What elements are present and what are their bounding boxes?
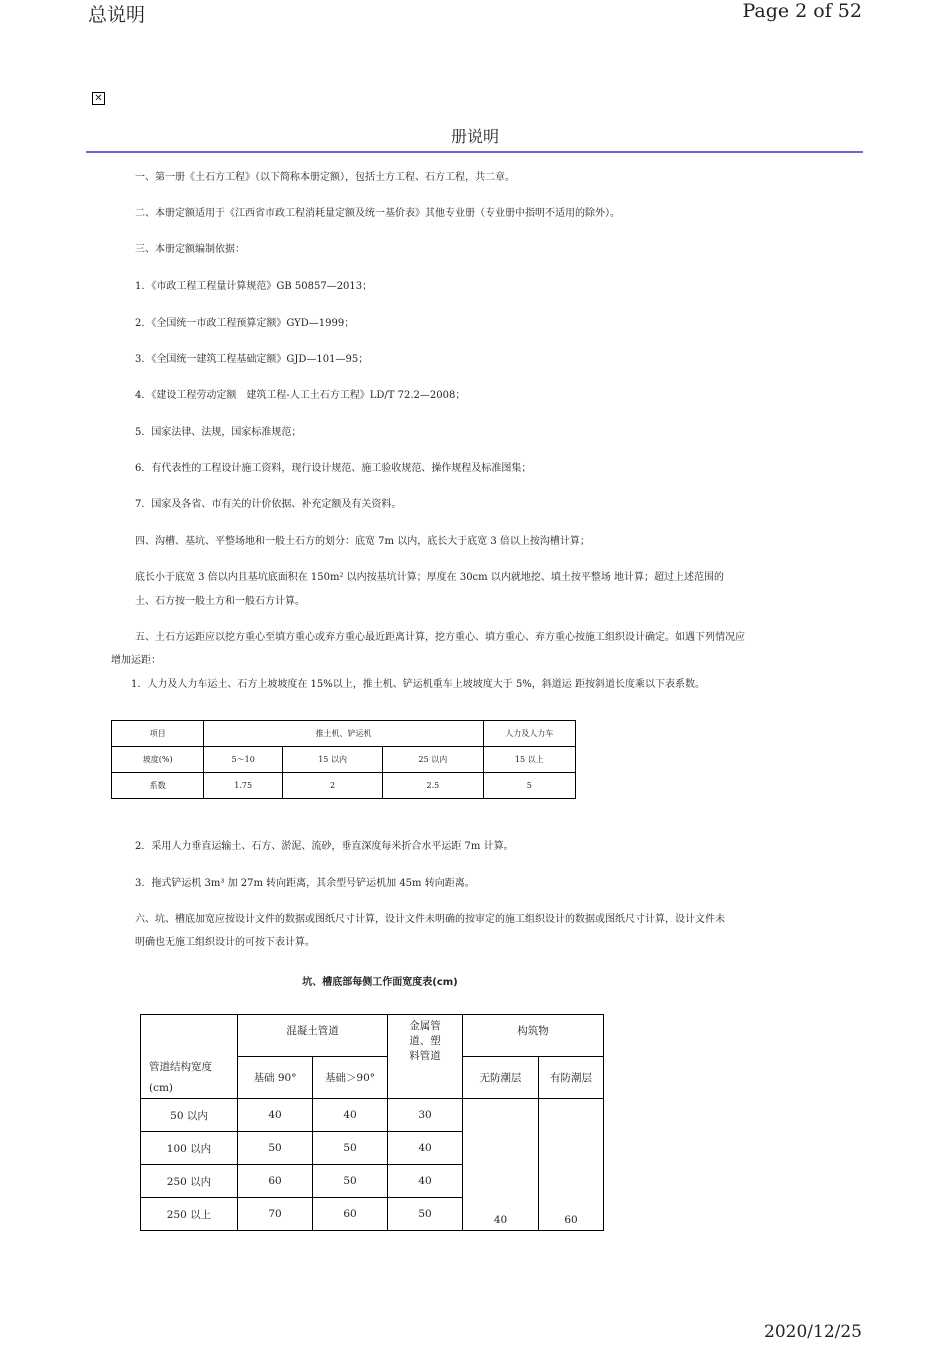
table-cell: 15 以上 <box>483 747 575 773</box>
table-header-cell: 项目 <box>112 721 204 747</box>
slope-coefficient-table <box>111 720 576 799</box>
table-cell: 60 <box>238 1165 313 1198</box>
table-cell: 15 以内 <box>282 747 382 773</box>
header-text: 管道结构宽度 <box>149 1061 212 1073</box>
paragraph: 底长小于底宽 3 倍以内且基坑底面积在 150m² 以内按基坑计算；厚度在 30cm 以内就地挖、填土按平整场 地计算；超过上述范围的 <box>135 572 724 583</box>
table-cell: 70 <box>238 1198 313 1231</box>
table-header-cell <box>141 1015 238 1099</box>
table-cell: 5～10 <box>204 747 283 773</box>
footer-date: 2020/12/25 <box>764 1322 862 1342</box>
table-cell: 40 <box>238 1099 313 1132</box>
table-cell: 100 以内 <box>141 1132 238 1165</box>
list-item: 4．《建设工程劳动定额 建筑工程-人工土石方工程》LD/T 72.2—2008； <box>135 390 466 401</box>
list-item: 5．国家法律、法规，国家标准规范； <box>135 427 302 438</box>
paragraph: 二、本册定额适用于《江西省市政工程消耗量定额及统一基价表》其他专业册（专业册中指明不适用的除外）。 <box>135 208 620 219</box>
table-cell: 250 以内 <box>141 1165 238 1198</box>
paragraph: 四、沟槽、基坑、平整场地和一般土石方的划分：底宽 7m 以内，底长大于底宽 3 倍以上按沟槽计算； <box>135 536 590 547</box>
table-header-cell: 混凝土管道 <box>238 1015 388 1057</box>
paragraph: 三、本册定额编制依据： <box>135 244 245 255</box>
table-header-cell: 推土机、铲运机 <box>204 721 483 747</box>
table-caption: 坑、槽底部每侧工作面宽度表(cm) <box>302 977 458 988</box>
paragraph: 土、石方按一般土方和一般石方计算。 <box>135 596 305 607</box>
page-title: 册说明 <box>450 127 499 146</box>
table-cell: 40 <box>313 1099 388 1132</box>
header-page-number: Page 2 of 52 <box>742 0 862 22</box>
table-cell: 50 <box>313 1165 388 1198</box>
work-width-table <box>140 1014 604 1231</box>
table-header-cell: 人力及人力车 <box>483 721 575 747</box>
list-item: 7．国家及各省、市有关的计价依据、补充定额及有关资料。 <box>135 499 402 510</box>
paragraph: 明确也无施工组织设计的可按下表计算。 <box>135 937 315 948</box>
header-unit: (cm) <box>149 1082 174 1094</box>
table-cell: 2 <box>282 773 382 799</box>
table-cell: 50 <box>238 1132 313 1165</box>
list-item: 1．人力及人力车运土、石方上坡坡度在 15%以上，推土机、铲运机重车上坡坡度大于 5%，斜道运 距按斜道长度乘以下表系数。 <box>131 679 705 690</box>
table-cell: 坡度(%) <box>112 747 204 773</box>
list-item: 6．有代表性的工程设计施工资料，现行设计规范、施工验收规范、操作规程及标准图集； <box>135 463 532 474</box>
header-text: 金属管道、塑料管道 <box>409 1020 441 1062</box>
paragraph: 五、土石方运距应以挖方重心至填方重心或弃方重心最近距离计算，挖方重心、填方重心、弃方重心按施工组织设计确定。如遇下列情况应 <box>135 632 745 643</box>
table-cell: 50 <box>313 1132 388 1165</box>
table-cell: 25 以内 <box>383 747 483 773</box>
table-cell: 2.5 <box>383 773 483 799</box>
list-item: 2．采用人力垂直运输土、石方、淤泥、流砂，垂直深度每米折合水平运距 7m 计算。 <box>135 841 514 852</box>
table-row <box>141 1099 604 1132</box>
table-header-cell <box>388 1015 463 1099</box>
table-cell: 系数 <box>112 773 204 799</box>
list-item: 3．《全国统一建筑工程基础定额》GJD—101—95； <box>135 354 369 365</box>
paragraph: 增加运距： <box>111 655 161 666</box>
table-cell: 40 <box>388 1132 463 1165</box>
broken-image-icon: ✕ <box>92 92 105 105</box>
table-header-cell: 构筑物 <box>463 1015 604 1057</box>
list-item: 3．拖式铲运机 3m³ 加 27m 转向距离，其余型号铲运机加 45m 转向距离。 <box>135 878 475 889</box>
table-cell: 60 <box>539 1099 604 1231</box>
list-item: 1．《市政工程工程量计算规范》GB 50857—2013； <box>135 281 373 292</box>
table-cell: 30 <box>388 1099 463 1132</box>
paragraph: 六、坑、槽底加宽应按设计文件的数据或图纸尺寸计算，设计文件未明确的按审定的施工组织设计的数据或图纸尺寸计算，设计文件未 <box>135 914 725 925</box>
table-cell: 5 <box>483 773 575 799</box>
header-section-title: 总说明 <box>88 4 146 26</box>
list-item: 2．《全国统一市政工程预算定额》GYD—1999； <box>135 318 355 329</box>
table-cell: 40 <box>388 1165 463 1198</box>
table-cell: 50 <box>388 1198 463 1231</box>
table-header-cell: 基础＞90° <box>313 1057 388 1099</box>
title-underline <box>86 151 863 153</box>
table-cell: 40 <box>463 1099 539 1231</box>
table-header-cell: 基础 90° <box>238 1057 313 1099</box>
table-cell: 50 以内 <box>141 1099 238 1132</box>
table-header-cell: 有防潮层 <box>539 1057 604 1099</box>
table-cell: 60 <box>313 1198 388 1231</box>
table-header-cell: 无防潮层 <box>463 1057 539 1099</box>
paragraph: 一、第一册《土石方工程》（以下简称本册定额），包括土方工程、石方工程，共二章。 <box>135 172 515 183</box>
table-cell: 1.75 <box>204 773 283 799</box>
table-cell: 250 以上 <box>141 1198 238 1231</box>
